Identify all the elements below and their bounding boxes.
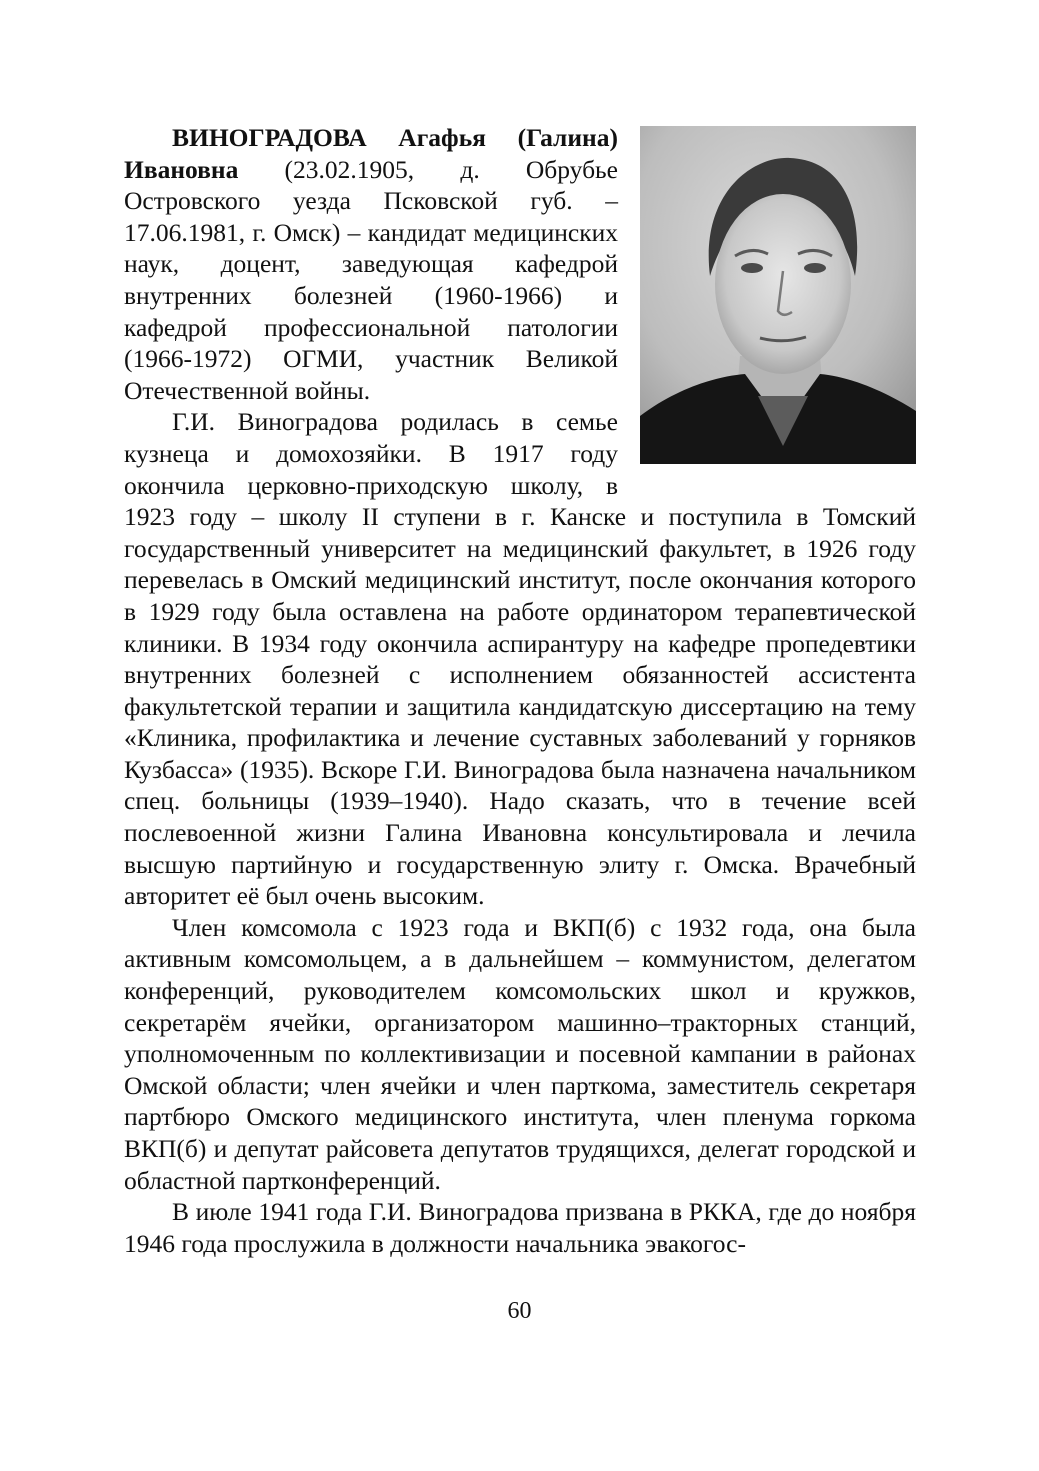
- paragraph-party-work: Член комсомола с 1923 года и ВКП(б) с 1932 года, она была активным комсомольцем, а в дальнейшем – коммунистом, делегатом конференций, руководителем комсомольских школ и кружков, секретарём ячейки, организатором машинно–тракторных станций, уполномоченным по коллективизации и посевной кампании в районах Омской области; член ячейки и член парткома, заместитель секретаря партбюро Омского медицинского института, член пленума горкома ВКП(б) и депутат райсовета депутатов трудящихся, делегат городской и областной партконференций.: [124, 912, 916, 1195]
- page-number: 60: [507, 1298, 532, 1324]
- person-name: ВИНОГРАДОВА Агафья (Галина): [172, 123, 618, 152]
- portrait-photo-icon: [640, 126, 916, 464]
- paragraph-war-service: В июле 1941 года Г.И. Виноградова призвана в РККА, где до ноября 1946 года прослужила в должности начальника эвакогос-: [124, 1197, 916, 1258]
- person-patronymic: Ивановна: [124, 154, 239, 184]
- text-column: [124, 122, 916, 1259]
- paragraph-biography: Г.И. Виноградова родилась в семье кузнеца и домохозяйки. В 1917 году окончила церковно-приходскую школу, в 1923 году – школу II ступени в г. Канске и поступила в Томский государственный университет на медицинский факультет, в 1926 году перевелась в Омский медицинский институт, после окончания которого в 1929 году была оставлена на работе ординатором терапевтической клиники. В 1934 году окончила аспирантуру на кафедре пропедевтики внутренних болезней с исполнением обязанностей ассистента факультетской терапии и защитила кандидатскую диссертацию на тему «Клиника, профилактика и лечение суставных заболеваний у горняков Кузбасса» (1935). Вскоре Г.И. Виноградова была назначена начальником спец. больницы (1939–1940). Надо сказать, что в течение всей послевоенной жизни Галина Ивановна консультировала и лечила высшую партийную и государственную элиту г. Омска. Врачебный авторитет её был очень высоким.: [124, 407, 916, 911]
- portrait-photo: [640, 126, 916, 464]
- intro-text: (23.02.1905, д. Обрубье Островского уезда Псковской губ. – 17.06.1981, г. Омск) – кандидат медицинских наук, доцент, заведующая кафедрой внутренних болезней (1960-1966) и кафедрой профессиональной патологии (1966-1972) ОГМИ, участник Великой Отечественной войны.: [124, 154, 618, 405]
